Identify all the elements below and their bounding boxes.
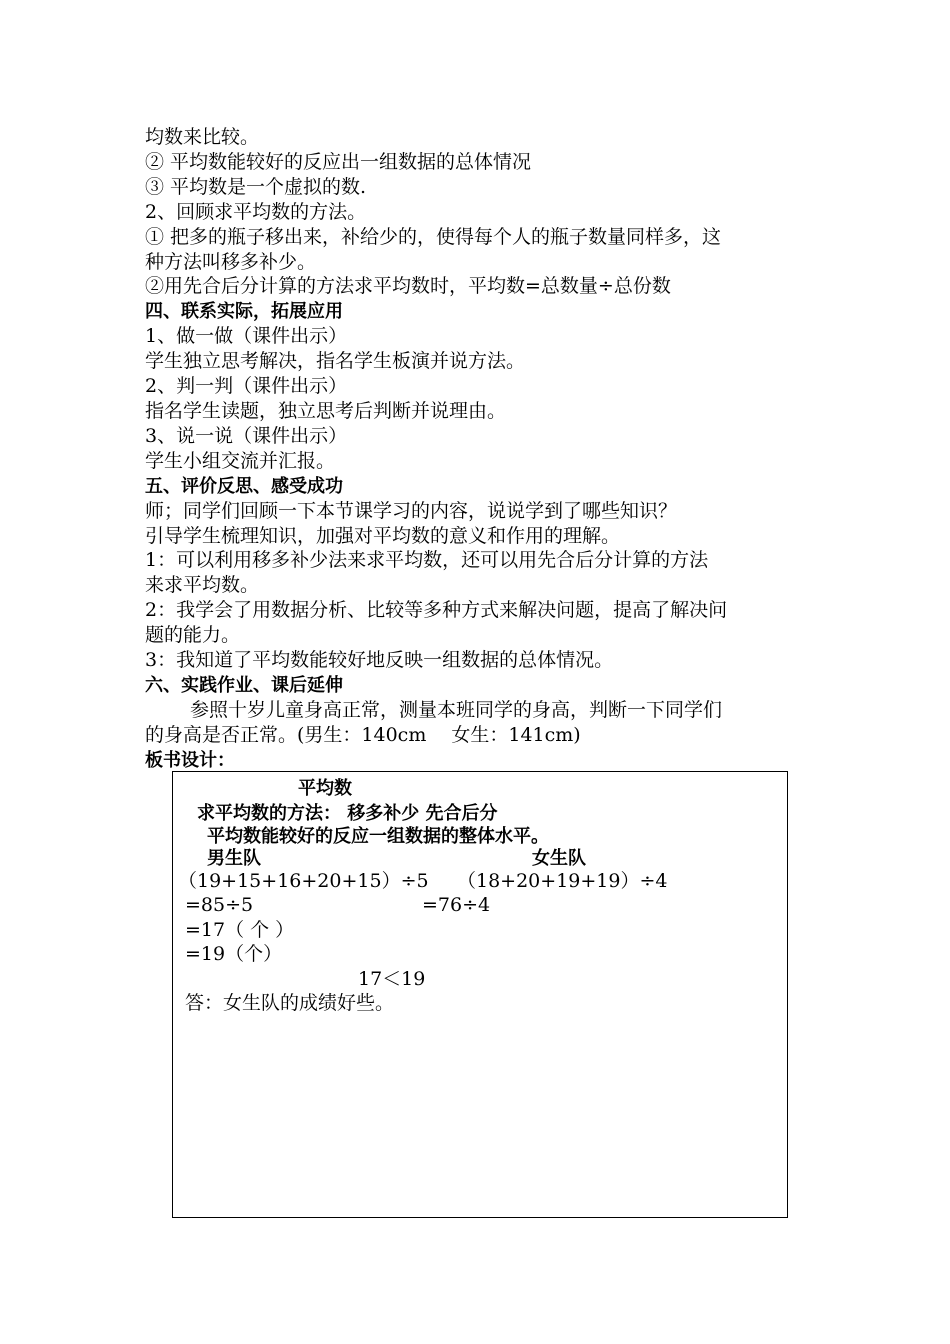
girls-result: =19（个） xyxy=(185,943,283,965)
text-line: 1、做一做（课件出示） xyxy=(145,325,348,347)
girls-team-label: 女生队 xyxy=(532,848,586,869)
text-line: 1：可以利用移多补少法来求平均数，还可以用先合后分计算的方法 xyxy=(145,549,709,571)
girls-step: =76÷4 xyxy=(422,894,491,916)
text-line: 2、回顾求平均数的方法。 xyxy=(145,201,367,223)
section-heading: 四、联系实际，拓展应用 xyxy=(145,301,343,322)
boys-step: =85÷5 xyxy=(185,894,254,916)
answer: 答：女生队的成绩好些。 xyxy=(185,992,395,1014)
girls-expression: （18+20+19+19）÷4 xyxy=(457,870,668,892)
text-line: 均数来比较。 xyxy=(145,126,260,148)
text-line: ②用先合后分计算的方法求平均数时，平均数=总数量÷总份数 xyxy=(145,275,671,297)
text-line: ② 平均数能较好的反应出一组数据的总体情况 xyxy=(145,151,532,173)
text-line: 种方法叫移多补少。 xyxy=(145,251,317,273)
board-methods: 求平均数的方法： 移多补少 先合后分 xyxy=(197,803,498,824)
text-line: 3：我知道了平均数能较好地反映一组数据的总体情况。 xyxy=(145,649,614,671)
text-line: 2、判一判（课件出示） xyxy=(145,375,348,397)
text-line: 指名学生读题，独立思考后判断并说理由。 xyxy=(145,400,507,422)
text-line: 来求平均数。 xyxy=(145,574,260,596)
boys-expression: （19+15+16+20+15）÷5 xyxy=(178,870,429,892)
board-meaning: 平均数能较好的反应一组数据的整体水平。 xyxy=(207,826,549,847)
boys-result: =17（ 个 ） xyxy=(185,919,295,941)
text-line: 题的能力。 xyxy=(145,624,241,646)
text-line: 师；同学们回顾一下本节课学习的内容，说说学到了哪些知识？ xyxy=(145,500,678,522)
text-line: 学生小组交流并汇报。 xyxy=(145,450,336,472)
text-line: 参照十岁儿童身高正常，测量本班同学的身高，判断一下同学们 xyxy=(190,699,723,721)
text-line: 引导学生梳理知识，加强对平均数的意义和作用的理解。 xyxy=(145,525,621,547)
comparison: 17＜19 xyxy=(358,968,426,990)
blackboard-design-box xyxy=(172,771,788,1218)
boys-team-label: 男生队 xyxy=(207,848,261,869)
board-title: 平均数 xyxy=(298,778,352,799)
section-heading: 五、评价反思、感受成功 xyxy=(145,476,343,497)
text-line: 3、说一说（课件出示） xyxy=(145,425,348,447)
text-line: 的身高是否正常。(男生：140cm 女生：141cm) xyxy=(145,724,581,746)
board-design-heading: 板书设计： xyxy=(145,750,235,771)
text-line: 学生独立思考解决，指名学生板演并说方法。 xyxy=(145,350,526,372)
section-heading: 六、实践作业、课后延伸 xyxy=(145,675,343,696)
text-line: 2：我学会了用数据分析、比较等多种方式来解决问题，提高了解决问 xyxy=(145,599,728,621)
text-line: ③ 平均数是一个虚拟的数. xyxy=(145,176,367,198)
text-line: ① 把多的瓶子移出来，补给少的，使得每个人的瓶子数量同样多，这 xyxy=(145,226,722,248)
